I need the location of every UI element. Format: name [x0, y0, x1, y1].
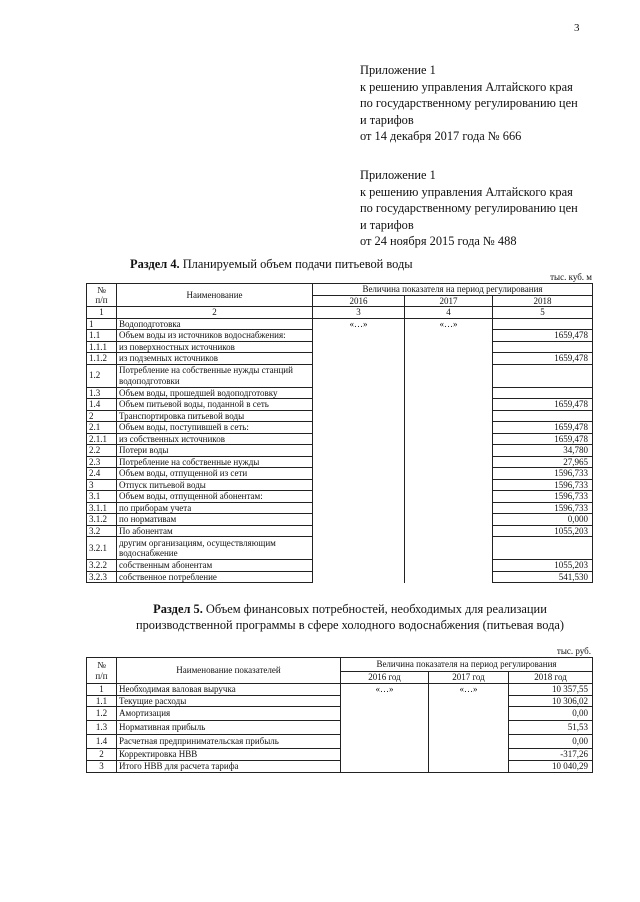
table-row [87, 749, 593, 761]
row-num: 3.1.1 [87, 502, 117, 514]
row-name: из поверхностных источников [117, 341, 313, 353]
value-2018: 10 357,55 [509, 684, 593, 696]
value-2018: 1596,733 [493, 479, 593, 491]
appendix-previous [360, 167, 578, 250]
appendix-line: Приложение 1 [360, 168, 436, 182]
header-col-number: 3 [313, 307, 405, 319]
value-2018: 0,00 [509, 707, 593, 721]
section5-table [86, 657, 593, 773]
value-2018 [493, 364, 593, 387]
appendix-line: и тарифов [360, 112, 414, 127]
value-2018 [493, 341, 593, 353]
header-period: Величина показателя на период регулирования [341, 658, 593, 672]
row-name: Потребление на собственные нужды станций водоподготовки [117, 364, 313, 387]
value-2018: 1055,203 [493, 525, 593, 537]
row-name: Водоподготовка [117, 318, 313, 330]
value-2018 [493, 318, 593, 330]
table-row [87, 721, 593, 735]
row-name: Расчетная предпринимательская прибыль [117, 735, 341, 749]
row-name: По абонентам [117, 525, 313, 537]
row-name: другим организациям, осуществляющим водоснабжение [117, 537, 313, 560]
row-name: собственное потребление [117, 571, 313, 583]
row-num: 1.1.2 [87, 353, 117, 365]
row-name: Объем воды, отпущенной из сети [117, 468, 313, 480]
value-2018: 1659,478 [493, 433, 593, 445]
value-2018: 1055,203 [493, 560, 593, 572]
row-name: из подземных источников [117, 353, 313, 365]
row-name: из собственных источников [117, 433, 313, 445]
row-num: 2 [87, 410, 117, 422]
row-name: Итого НВВ для расчета тарифа [117, 761, 341, 773]
row-num: 3.2.3 [87, 571, 117, 583]
row-num: 1.1 [87, 330, 117, 342]
header-2017: 2017 год [429, 672, 509, 684]
row-num: 1.2 [87, 364, 117, 387]
value-2016: «…» [313, 318, 405, 583]
row-name: Корректировка НВВ [117, 749, 341, 761]
value-2018: 1659,478 [493, 399, 593, 411]
value-2018 [493, 387, 593, 399]
header-period: Величина показателя на период регулирования [313, 284, 593, 296]
row-num: 2.4 [87, 468, 117, 480]
header-2017: 2017 [405, 295, 493, 307]
table-row [87, 707, 593, 721]
row-num: 1.1 [87, 695, 117, 707]
row-num: 3 [87, 479, 117, 491]
row-num: 3.2.1 [87, 537, 117, 560]
row-num: 2.1 [87, 422, 117, 434]
appendix-line: по государственному регулированию цен [360, 96, 578, 110]
value-2018: 0,000 [493, 514, 593, 526]
row-num: 2.2 [87, 445, 117, 457]
row-name: Потребление на собственные нужды [117, 456, 313, 468]
value-2018: 1596,733 [493, 468, 593, 480]
appendix-line: от 24 ноября 2015 года № 488 [360, 234, 517, 248]
row-num: 1.1.1 [87, 341, 117, 353]
row-num: 2.3 [87, 456, 117, 468]
row-num: 1.4 [87, 399, 117, 411]
row-num: 3.2.2 [87, 560, 117, 572]
row-name: Транспортировка питьевой воды [117, 410, 313, 422]
header-2016: 2016 [313, 295, 405, 307]
value-2018: 1659,478 [493, 330, 593, 342]
section4-title-number: Раздел 4. [130, 257, 180, 271]
header-2016: 2016 год [341, 672, 429, 684]
row-name: Амортизация [117, 707, 341, 721]
section4-title [130, 257, 413, 272]
row-name: по приборам учета [117, 502, 313, 514]
appendix-line: и тарифов [360, 217, 414, 232]
value-2018: 1596,733 [493, 502, 593, 514]
header-col-number: 2 [117, 307, 313, 319]
row-num: 1 [87, 318, 117, 330]
row-num: 1 [87, 684, 117, 696]
value-2018: 51,53 [509, 721, 593, 735]
row-name: Текущие расходы [117, 695, 341, 707]
value-2017: «…» [405, 318, 493, 583]
section5-title-text: Объем финансовых потребностей, необходимых для реализации производственной программы в сфере холодного водоснабжения (питьевая вода) [135, 602, 565, 632]
table-row [87, 684, 593, 696]
row-num: 2.1.1 [87, 433, 117, 445]
section4-title-text: Планируемый объем подачи питьевой воды [179, 257, 413, 271]
row-num: 1.3 [87, 387, 117, 399]
row-num: 1.2 [87, 707, 117, 721]
appendix-current [360, 62, 578, 145]
row-name: Отпуск питьевой воды [117, 479, 313, 491]
value-2018: -317,26 [509, 749, 593, 761]
row-name: Объем воды, поступившей в сеть: [117, 422, 313, 434]
value-2018: 34,780 [493, 445, 593, 457]
page-number: 3 [574, 22, 580, 34]
row-name: собственным абонентам [117, 560, 313, 572]
value-2018: 541,530 [493, 571, 593, 583]
value-2016: «…» [341, 684, 429, 773]
table-row [87, 735, 593, 749]
value-2018: 1659,478 [493, 353, 593, 365]
value-2018: 1659,478 [493, 422, 593, 434]
row-num: 2 [87, 749, 117, 761]
row-num: 3.1 [87, 491, 117, 503]
header-num-text: № п/п [95, 660, 108, 681]
value-2017: «…» [429, 684, 509, 773]
value-2018: 10 040,29 [509, 761, 593, 773]
table-row [87, 318, 593, 330]
row-num: 1.3 [87, 721, 117, 735]
section4-units: тыс. куб. м [550, 272, 592, 282]
value-2018: 27,965 [493, 456, 593, 468]
row-name: Необходимая валовая выручка [117, 684, 341, 696]
header-2018: 2018 год [509, 672, 593, 684]
header-col-number: 1 [87, 307, 117, 319]
row-name: по нормативам [117, 514, 313, 526]
table-row [87, 695, 593, 707]
value-2018: 0,00 [509, 735, 593, 749]
row-num: 3.2 [87, 525, 117, 537]
value-2018: 10 306,02 [509, 695, 593, 707]
row-num: 1.4 [87, 735, 117, 749]
value-2018 [493, 410, 593, 422]
row-num: 3 [87, 761, 117, 773]
appendix-line: Приложение 1 [360, 63, 436, 77]
row-name: Потери воды [117, 445, 313, 457]
row-name: Объем питьевой воды, поданной в сеть [117, 399, 313, 411]
appendix-line: к решению управления Алтайского края [360, 79, 573, 94]
table-row [87, 761, 593, 773]
row-name: Объем воды, отпущенной абонентам: [117, 491, 313, 503]
section5-title-number: Раздел 5. [153, 602, 203, 616]
appendix-line: к решению управления Алтайского края [360, 184, 573, 199]
section5-title [110, 602, 590, 633]
header-num-text: № п/п [95, 284, 108, 305]
header-name: Наименование показателей [117, 658, 341, 684]
row-name: Объем воды, прошедшей водоподготовку [117, 387, 313, 399]
appendix-line: от 14 декабря 2017 года № 666 [360, 129, 522, 143]
appendix-line: по государственному регулированию цен [360, 201, 578, 215]
section4-table [86, 283, 593, 583]
header-2018: 2018 [493, 295, 593, 307]
value-2018 [493, 537, 593, 560]
header-name: Наименование [117, 284, 313, 307]
header-col-number: 4 [405, 307, 493, 319]
row-name: Нормативная прибыль [117, 721, 341, 735]
header-num [87, 284, 117, 307]
value-2018: 1596,733 [493, 491, 593, 503]
header-num [87, 658, 117, 684]
row-name: Объем воды из источников водоснабжения: [117, 330, 313, 342]
header-col-number: 5 [493, 307, 593, 319]
section5-units: тыс. руб. [556, 646, 591, 656]
row-num: 3.1.2 [87, 514, 117, 526]
